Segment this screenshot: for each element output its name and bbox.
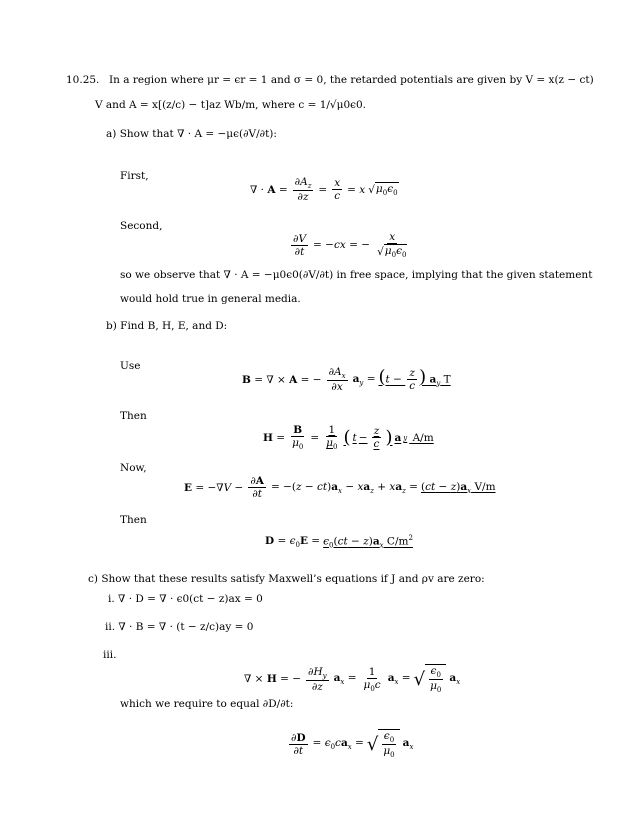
dd-dt-equation: $\frac{\partial D}{\partial t}$ = $\epsilon_0ca_x$ = √ $\frac{\epsilon_0}{\mu_0}$ $a_x$ [291, 730, 414, 760]
part-a-conclusion-line2: would hold true in general media. [120, 293, 301, 305]
part-c-item-ii: ii. ∇ · B = ∇ · (t − z/c)ay = 0 [105, 621, 254, 633]
part-a-first-label: First, [120, 170, 149, 182]
problem-intro-line2: V and A = x[(z/c) − t]az Wb/m, where c = 1/√μ0ϵ0. [95, 99, 367, 111]
part-c-item-i: i. ∇ · D = ∇ · ϵ0(ct − z)ax = 0 [108, 593, 263, 605]
part-c-require-text: which we require to equal ∂D/∂t: [120, 698, 294, 710]
e-field-equation: E = −∇V − $\frac{\partial A}{\partial t}$ = $-(z - ct)a_x - xa_z + xa_z$ = $(ct - z)a_x$ V/m [184, 475, 496, 501]
part-a-prompt: a) Show that ∇ · A = −μϵ(∂V/∂t): [106, 128, 277, 140]
part-c-prompt: c) Show that these results satisfy Maxwell’s equations if J and ρv are zero: [88, 573, 485, 585]
part-b-use-label: Use [120, 360, 141, 372]
b-field-equation: B = ∇ × A = − $\frac{\partial A_x}{\partial x}$ $a_y$ = (t − $\frac{z}{c}$ ) $a_y$ T [242, 366, 451, 394]
dv-dt-equation: $\frac{\partial V}{\partial t}$ = −cx = − x √ $\mu_0\epsilon_0$ [293, 231, 407, 260]
part-b-then-label-1: Then [120, 410, 147, 422]
part-a-conclusion-line1: so we observe that ∇ · A = −μ0ϵ0(∂V/∂t) in free space, implying that the given statement [120, 269, 593, 281]
problem-number: 10.25. [66, 74, 100, 86]
divergence-a-equation: ∇ · A = $\frac{\partial A_z}{\partial z}$ = $\frac{x}{c}$ = x √ $\mu_0\epsilon_0$ [250, 176, 398, 204]
part-a-second-label: Second, [120, 220, 163, 232]
curl-h-equation: ∇ × H = − $\frac{\partial H_y}{\partial z}$ $a_x$ = $\frac{1}{\mu_0c}$ $a_x$ = √ $\frac{\epsilon_0}{\mu_0}$ $a_x$ [244, 665, 461, 695]
part-b-now-label: Now, [120, 462, 147, 474]
part-c-item-iii: iii. [103, 649, 117, 661]
part-b-then-label-2: Then [120, 514, 147, 526]
problem-intro-line1: In a region where μr = ϵr = 1 and σ = 0, the retarded potentials are given by V = x(z − ct) [109, 74, 594, 86]
part-b-prompt: b) Find B, H, E, and D: [106, 320, 228, 332]
d-field-equation: $D = \epsilon_0E$ = $\epsilon_0(ct - z)a_x$ $C/m^2$ [265, 534, 413, 550]
h-field-equation: H = $\frac{B}{\mu_0}$ = $\frac{1}{\mu_0}$ ( t − $\frac{z}{c}$ ) a y A/m [263, 424, 434, 452]
